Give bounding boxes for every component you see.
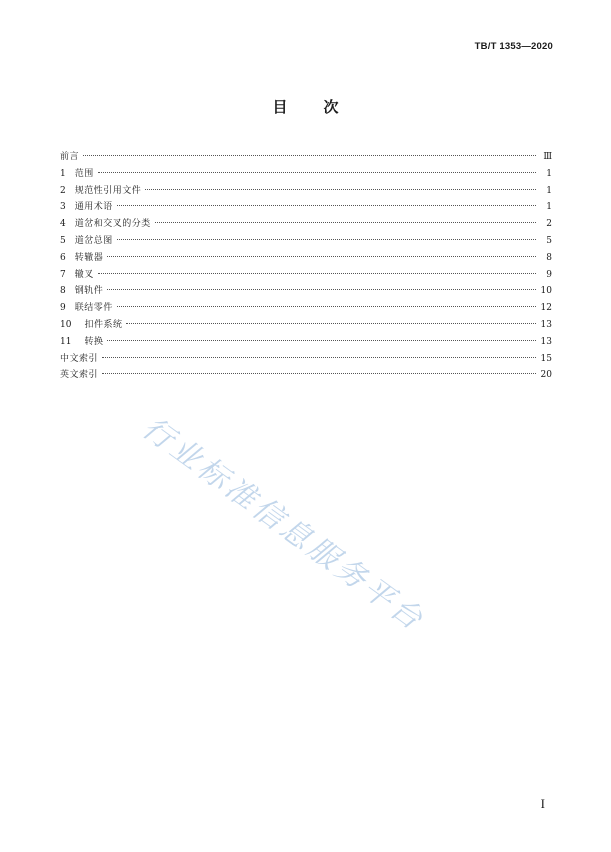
toc-entry-label: 前言: [60, 152, 80, 162]
toc-entry-label: 辙叉: [74, 269, 94, 280]
toc-entry-label: 通用术语: [74, 202, 113, 213]
toc-entry-label: 道岔和交叉的分类: [74, 219, 151, 230]
page-title: 目次: [272, 98, 375, 116]
toc-entry-page: 13: [540, 319, 552, 330]
toc-entry-number: 2: [60, 185, 66, 196]
toc-entry[interactable]: [60, 334, 552, 351]
toc-leader-dots: [126, 322, 536, 324]
toc-entry-page: 1: [546, 202, 552, 213]
toc-entry-number: 1: [60, 168, 66, 179]
toc-leader-dots: [102, 356, 536, 358]
toc-entry-number: 11: [60, 336, 72, 347]
toc-entry-page: 1: [546, 168, 552, 179]
toc-entry-page: 13: [540, 336, 552, 347]
toc-entry-label: 范围: [74, 168, 94, 179]
toc-entry-number: 3: [60, 202, 66, 213]
toc-entry-label: 转辙器: [74, 252, 104, 263]
toc-entry-label: 扣件系统: [84, 319, 123, 330]
toc-entry[interactable]: [60, 351, 552, 368]
toc-entry[interactable]: [60, 233, 552, 250]
toc-leader-dots: [117, 305, 536, 307]
page-number: I: [540, 796, 545, 811]
toc-leader-dots: [102, 372, 536, 374]
toc-entry-page: 15: [540, 353, 552, 364]
toc-entry-number: 8: [60, 286, 66, 297]
toc-entry[interactable]: [60, 250, 552, 267]
toc-entry-page: 5: [546, 235, 552, 246]
toc-leader-dots: [98, 171, 536, 173]
toc-entry-label: 转换: [84, 336, 104, 347]
toc-leader-dots: [107, 255, 536, 257]
toc-entry-number: 9: [60, 303, 66, 314]
toc-entry-page: 8: [546, 252, 552, 263]
toc-leader-dots: [117, 204, 536, 206]
toc-entry-number: 6: [60, 252, 66, 263]
toc-entry-label: 规范性引用文件: [74, 185, 142, 196]
toc-entry[interactable]: [60, 317, 552, 334]
toc-entry[interactable]: [60, 166, 552, 183]
toc-entry-page: Ⅲ: [543, 152, 552, 162]
toc-entry-number: 7: [60, 269, 66, 280]
toc-entry[interactable]: [60, 149, 552, 166]
toc-entry-page: 2: [546, 219, 552, 230]
toc-entry-label: 联结零件: [74, 303, 113, 314]
toc-leader-dots: [83, 154, 536, 156]
toc-entry-label: 中文索引: [60, 353, 99, 364]
watermark: 行业标准信息服务平台: [135, 410, 432, 639]
toc-leader-dots: [117, 238, 536, 240]
toc-leader-dots: [107, 288, 536, 290]
toc-entry-number: 5: [60, 235, 66, 246]
toc-leader-dots: [155, 221, 536, 223]
toc-entry[interactable]: [60, 300, 552, 317]
toc-entry-page: 12: [540, 303, 552, 314]
toc-leader-dots: [145, 188, 536, 190]
toc-entry[interactable]: [60, 216, 552, 233]
toc-entry-page: 20: [540, 370, 552, 381]
toc-entry[interactable]: [60, 367, 552, 384]
toc-entry[interactable]: [60, 283, 552, 300]
toc-entry[interactable]: [60, 199, 552, 216]
toc-entry-page: 10: [540, 286, 552, 297]
toc-entry-label: 钢轨件: [74, 286, 104, 297]
toc-entry-page: 1: [546, 185, 552, 196]
toc-leader-dots: [98, 272, 536, 274]
toc-entry-page: 9: [546, 269, 552, 280]
toc-entry-number: 4: [60, 219, 66, 230]
table-of-contents: [60, 149, 552, 384]
toc-entry-label: 道岔总图: [74, 235, 113, 246]
toc-entry[interactable]: [60, 183, 552, 200]
toc-leader-dots: [107, 339, 536, 341]
toc-entry-number: 10: [60, 319, 72, 330]
toc-entry[interactable]: [60, 267, 552, 284]
standard-number: TB/T 1353—2020: [474, 41, 553, 52]
toc-entry-label: 英文索引: [60, 370, 99, 381]
